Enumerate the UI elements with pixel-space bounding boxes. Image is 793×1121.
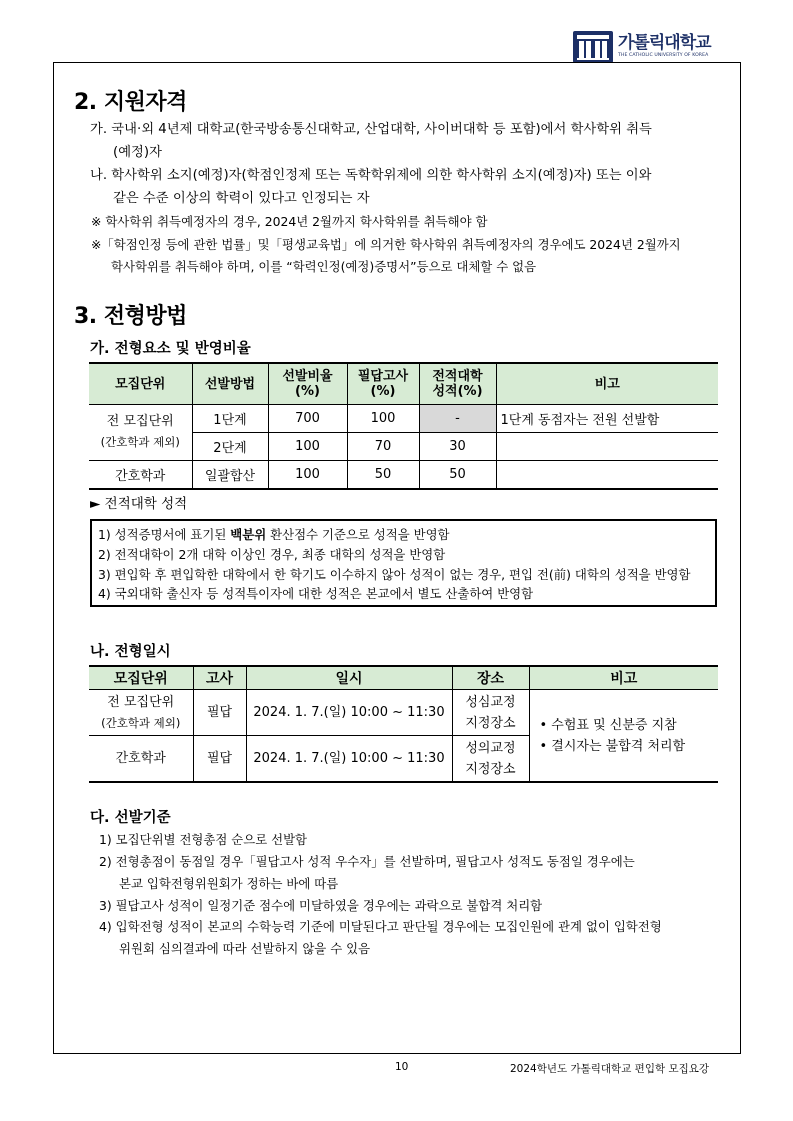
- method-cell: 1단계: [192, 405, 268, 433]
- header-unit: 모집단위: [89, 666, 193, 690]
- table-row: [89, 461, 718, 490]
- prev-grade-note-2: 2) 전적대학이 2개 대학 이상인 경우, 최종 대학의 성적을 반영함: [98, 547, 446, 562]
- criteria-4-line1: 4) 입학전형 성적이 본교의 수학능력 기준에 미달된다고 판단될 경우에는 모집인원에 관계 없이 입학전형: [99, 919, 662, 934]
- ratio-cell: 100: [268, 433, 347, 461]
- ratio-cell: 700: [268, 405, 347, 433]
- university-emblem-icon: [572, 30, 614, 64]
- note-cell: 1단계 동점자는 전원 선발함: [496, 405, 718, 433]
- header-unit: 모집단위: [89, 363, 192, 405]
- qualification-note-2-line1: ※「학점인정 등에 관한 법률」및「평생교육법」에 의거한 학사학위 취득예정자의 경우에도 2024년 2월까지: [91, 237, 681, 252]
- qualification-b-line1: 나. 학사학위 소지(예정)자(학점인정제 또는 독학학위제에 의한 학사학위 소지(예정)자) 또는 이와: [90, 168, 652, 183]
- qualification-b-line2: 같은 수준 이상의 학력이 있다고 인정되는 자: [113, 191, 370, 206]
- university-logo: [572, 29, 752, 65]
- table-header-row: [89, 363, 718, 405]
- header-datetime: 일시: [246, 666, 452, 690]
- qualification-a-line2: (예정)자: [113, 145, 162, 160]
- place-cell: 성의교정 지정장소: [452, 736, 529, 783]
- header-remarks: 비고: [529, 666, 718, 690]
- prev-grade-cell: -: [419, 405, 496, 433]
- selection-ratio-title: 가. 전형요소 및 반영비율: [90, 341, 251, 357]
- exam-cell: 70: [347, 433, 419, 461]
- criteria-4-line2: 위원회 심의결과에 따라 선발하지 않을 수 있음: [119, 941, 371, 956]
- exam-cell: 100: [347, 405, 419, 433]
- table-row: [89, 690, 718, 736]
- prev-grade-note-3: 3) 편입학 후 편입학한 대학에서 한 학기도 이수하지 않아 성적이 없는 경우, 편입 전(前) 대학의 성적을 반영함: [98, 567, 691, 582]
- schedule-table: [89, 665, 718, 783]
- logo-korean-name: 가톨릭대학교: [618, 33, 711, 54]
- section-2-title: 2. 지원자격: [74, 90, 187, 115]
- header-exam: 고사: [193, 666, 246, 690]
- remarks-cell: • 수험표 및 신분증 지참 • 결시자는 불합격 처리함: [529, 690, 718, 783]
- footer-title: 2024학년도 가톨릭대학교 편입학 모집요강: [510, 1063, 710, 1075]
- table-header-row: [89, 666, 718, 690]
- prev-grade-note-1: 1) 성적증명서에 표기된 백분위 환산점수 기준으로 성적을 반영함: [98, 527, 450, 542]
- unit-nursing: 간호학과: [89, 736, 193, 783]
- prev-grade-note-4: 4) 국외대학 출신자 등 성적특이자에 대한 성적은 본교에서 별도 산출하여 반영함: [98, 586, 534, 601]
- method-cell: 2단계: [192, 433, 268, 461]
- note-cell: [496, 461, 718, 490]
- qualification-a-line1: 가. 국내·외 4년제 대학교(한국방송통신대학교, 산업대학, 사이버대학 등 포함)에서 학사학위 취득: [90, 122, 652, 137]
- ratio-cell: 100: [268, 461, 347, 490]
- prev-grade-cell: 50: [419, 461, 496, 490]
- page-number: 10: [395, 1061, 409, 1073]
- exam-cell: 필답: [193, 690, 246, 736]
- method-cell: 일괄합산: [192, 461, 268, 490]
- exam-cell: 필답: [193, 736, 246, 783]
- place-cell: 성심교정 지정장소: [452, 690, 529, 736]
- prev-grade-cell: 30: [419, 433, 496, 461]
- exam-cell: 50: [347, 461, 419, 490]
- criteria-1: 1) 모집단위별 전형총점 순으로 선발함: [99, 832, 308, 847]
- header-exam: 필답고사 (%): [347, 363, 419, 405]
- header-method: 선발방법: [192, 363, 268, 405]
- criteria-3: 3) 필답고사 성적이 일정기준 점수에 미달하였을 경우에는 과락으로 불합격 처리함: [99, 898, 543, 913]
- section-3-title: 3. 전형방법: [74, 304, 187, 329]
- selection-ratio-table: [89, 362, 718, 490]
- header-place: 장소: [452, 666, 529, 690]
- qualification-note-2-line2: 학사학위를 취득해야 하며, 이를 “학력인정(예정)증명서”등으로 대체할 수 없음: [111, 259, 537, 274]
- note-cell: [496, 433, 718, 461]
- datetime-cell: 2024. 1. 7.(일) 10:00 ~ 11:30: [246, 736, 452, 783]
- qualification-note-1: ※ 학사학위 취득예정자의 경우, 2024년 2월까지 학사학위를 취득해야 함: [91, 214, 488, 229]
- prev-grade-title: ► 전적대학 성적: [90, 496, 188, 512]
- datetime-cell: 2024. 1. 7.(일) 10:00 ~ 11:30: [246, 690, 452, 736]
- criteria-2-line2: 본교 입학전형위원회가 정하는 바에 따름: [119, 876, 339, 891]
- header-prev-grade: 전적대학 성적(%): [419, 363, 496, 405]
- header-ratio: 선발비율 (%): [268, 363, 347, 405]
- unit-nursing: 간호학과: [89, 461, 192, 490]
- selection-criteria-title: 다. 선발기준: [90, 810, 171, 826]
- schedule-title: 나. 전형일시: [90, 644, 171, 660]
- header-note: 비고: [496, 363, 718, 405]
- table-row: [89, 405, 718, 433]
- logo-english-name: THE CATHOLIC UNIVERSITY OF KOREA: [618, 53, 709, 59]
- criteria-2-line1: 2) 전형총점이 동점일 경우「필답고사 성적 우수자」를 선발하며, 필답고사 성적도 동점일 경우에는: [99, 854, 635, 869]
- unit-all: 전 모집단위 (간호학과 제외): [89, 405, 192, 461]
- prev-grade-notes-box: [90, 519, 717, 607]
- unit-all: 전 모집단위 (간호학과 제외): [89, 690, 193, 736]
